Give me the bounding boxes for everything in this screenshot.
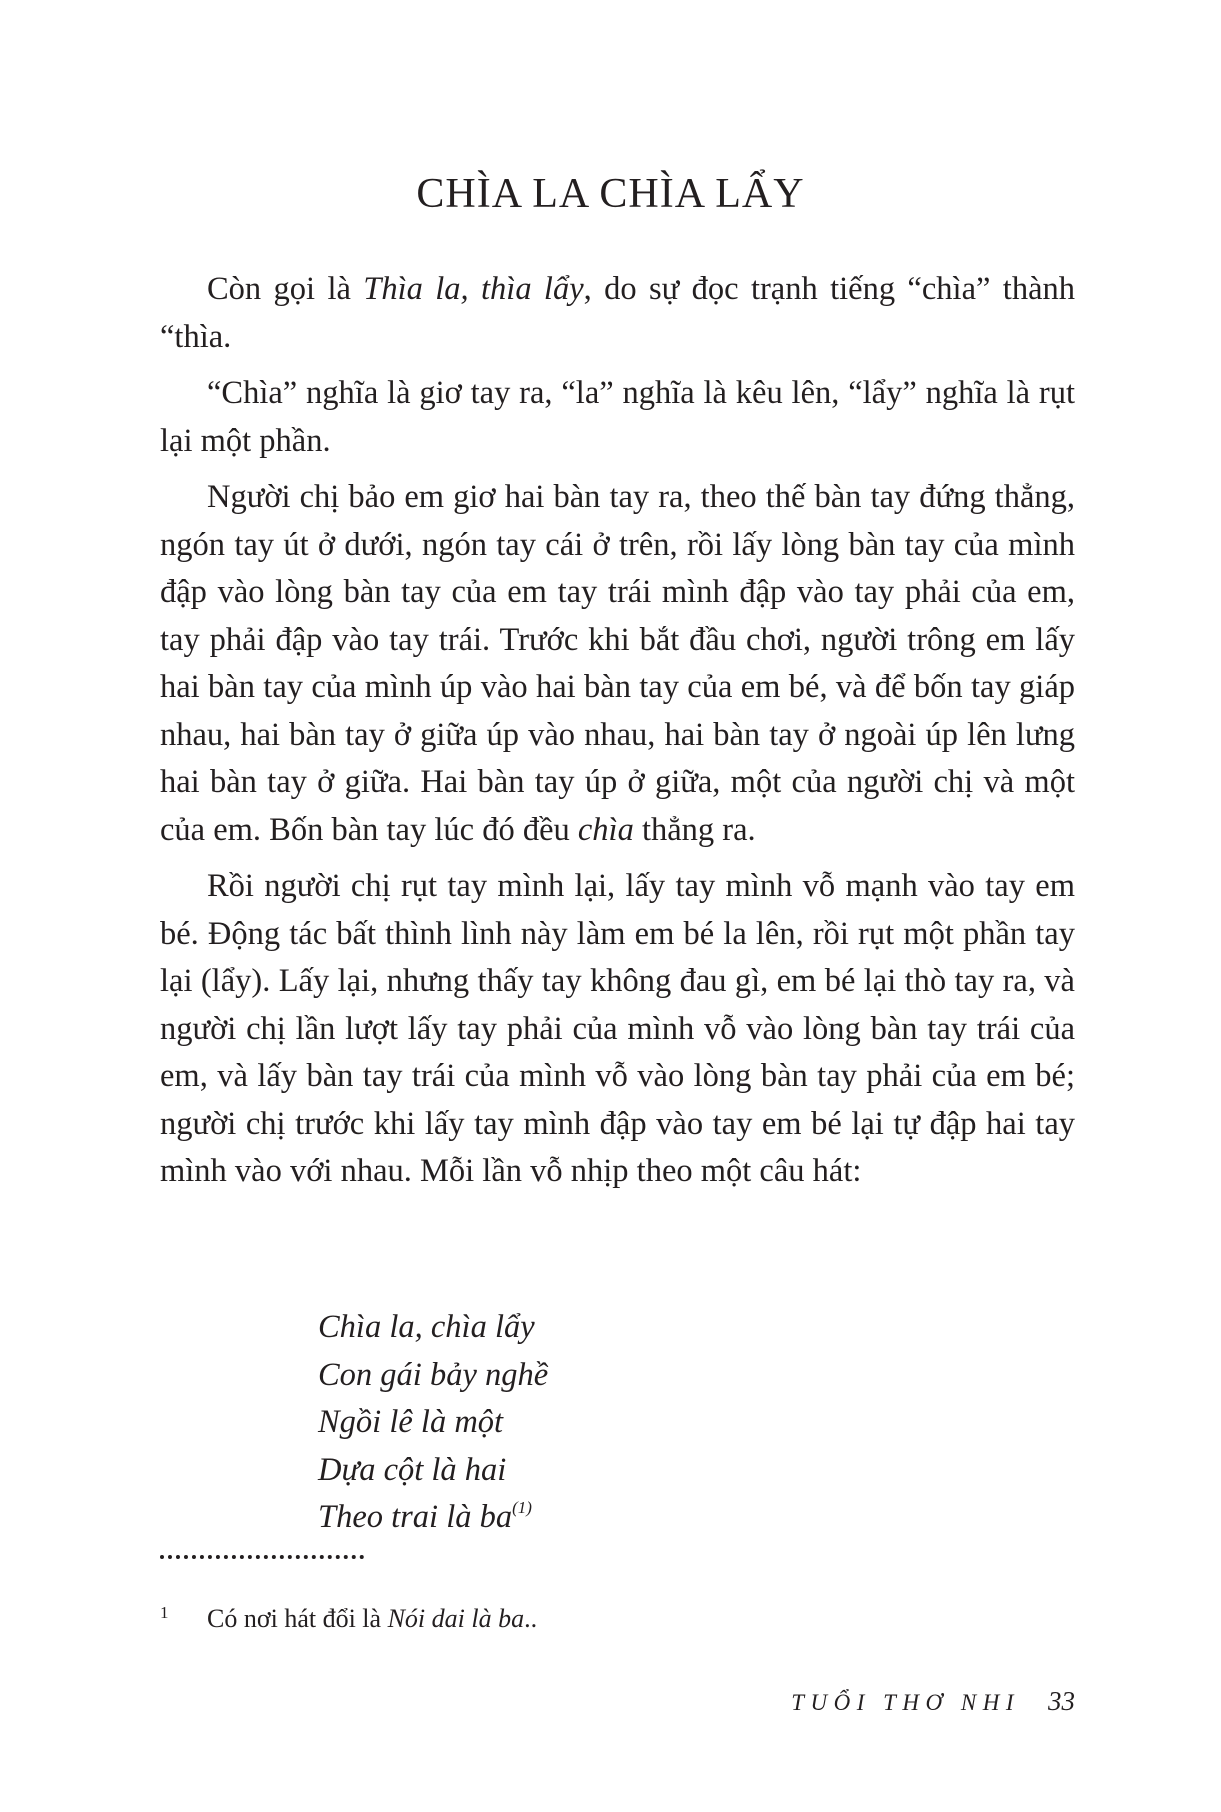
paragraph-3: Người chị bảo em giơ hai bàn tay ra, theo thế bàn tay đứng thẳng, ngón tay út ở dưới, ngón tay cái ở trên, rồi lấy lòng bàn tay của mình đập vào lòng bàn tay của em tay trái mình đập vào tay phải của em, tay phải đập vào tay trái. Trước khi bắt đầu chơi, người trông em lấy hai bàn tay của mình úp vào hai bàn tay của em bé, và để bốn tay giáp nhau, hai bàn tay ở giữa úp vào nhau, hai bàn tay ở ngoài úp lên lưng hai bàn tay ở giữa. Hai bàn tay úp ở giữa, một của người chị và một của em. Bốn bàn tay lúc đó đều chìa thẳng ra. xyxy=(160,479,1075,848)
poem-line: Con gái bảy nghề xyxy=(318,1356,549,1393)
running-footer-title: TUỔI THƠ NHI xyxy=(791,1690,1020,1715)
paragraph-4: Rồi người chị rụt tay mình lại, lấy tay mình vỗ mạnh vào tay em bé. Động tác bất thình lình này làm em bé la lên, rồi rụt một phần tay lại (lẩy). Lấy lại, nhưng thấy tay không đau gì, em bé lại thò tay ra, và người chị lần lượt lấy tay phải của mình vỗ vào lòng bàn tay trái của em, và lấy bàn tay trái của mình vỗ vào lòng bàn tay phải của em bé; người chị trước khi lấy tay mình đập vào tay em bé lại tự đập hai tay mình vào với nhau. Mỗi lần vỗ nhịp theo một câu hát: xyxy=(160,868,1075,1189)
poem-verse xyxy=(318,1304,548,1542)
footnote-reference: (1) xyxy=(512,1498,532,1517)
poem-line: Ngồi lê là một xyxy=(318,1404,504,1440)
body-text xyxy=(160,266,1075,1196)
poem-line-last: Theo trai là $ba^{(1)}$ xyxy=(318,1498,532,1535)
chapter-title: CHÌA LA CHÌA LẨY xyxy=(416,171,805,217)
footnote-number: 1 xyxy=(160,1603,169,1622)
poem-line: Dựa cột là hai xyxy=(318,1451,507,1488)
poem-line: Chìa la, chìa lẩy xyxy=(318,1309,535,1345)
italic-term: chìa xyxy=(577,811,634,848)
paragraph-1: Còn gọi là Thìa la, thìa lẩy, do sự đọc trạnh tiếng “chìa” thành “thìa. xyxy=(160,271,1075,355)
paragraph-2: “Chìa” nghĩa là giơ tay ra, “la” nghĩa là kêu lên, “lẩy” nghĩa là rụt lại một phần. xyxy=(160,375,1075,459)
running-footer xyxy=(791,1686,1075,1717)
page-number: 33 xyxy=(1048,1686,1075,1716)
footnote-separator xyxy=(160,1555,364,1559)
italic-term: Thìa la, thìa lẩy xyxy=(363,271,584,307)
footnote: 1 Có nơi hát đổi là Nói dai là ba.. xyxy=(160,1597,537,1635)
